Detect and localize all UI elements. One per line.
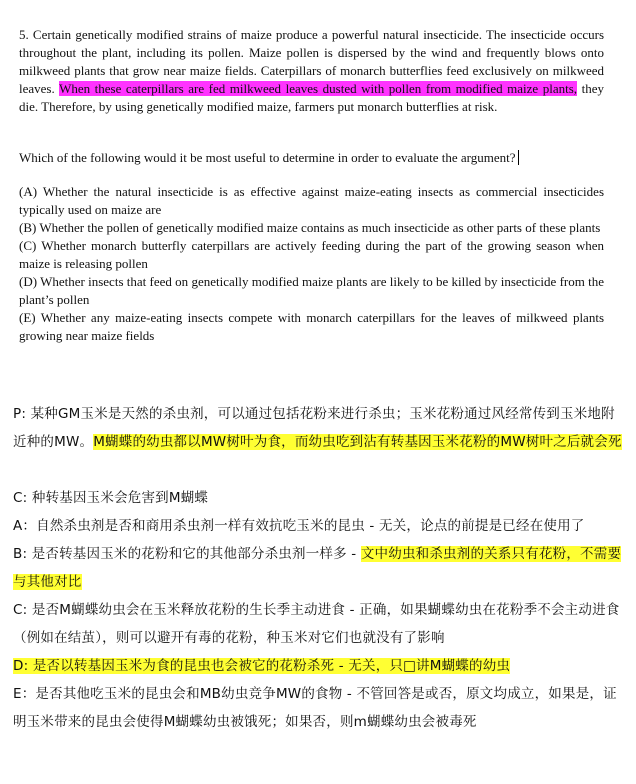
text-cursor: [518, 150, 519, 165]
note-option-b-highlight: 文中幼虫和杀虫剂的关系只有花粉，不需要与其他对比: [13, 546, 622, 590]
note-premise-highlight: M蝴蝶的幼虫都以MW树叶为食，而幼虫吃到沾有转基因玉米花粉的MW树叶之后就会死: [93, 434, 622, 450]
question-passage: [19, 26, 604, 116]
passage-highlight: When these caterpillars are fed milkweed leaves dusted with pollen from modified maize plants,: [59, 81, 578, 96]
note-option-c: C: 是否M蝴蝶幼虫会在玉米释放花粉的生长季主动进食 - 正确，如果蝴蝶幼虫在花粉季不会主动进食（例如在结茧），则可以避开有毒的花粉，种玉米对它们也就没有了影响: [13, 602, 620, 646]
note-option-b: B: 是否转基因玉米的花粉和它的其他部分杀虫剂一样多 - 文中幼虫和杀虫剂的关系只有花粉，不需要与其他对比: [13, 546, 622, 590]
passage-text: Certain genetically modified strains of maize produce a powerful natural insecticide. The insecticide occurs throughout the plant, including its pollen. Maize pollen is dispersed by the wind and frequently blows onto milkweed plants that grow near maize fields. Caterpillars of monarch butterflies feed exclusively on milkweed leaves.: [19, 27, 604, 96]
note-option-d-highlight: D: 是否以转基因玉米为食的昆虫也会被它的花粉杀死 - 无关，只□讲M蝴蝶的幼虫: [13, 658, 511, 674]
note-option-e: E：是否其他吃玉米的昆虫会和MB幼虫竞争MW的食物 - 不管回答是或否，原文均成立，如果是，证明玉米带来的昆虫会使得M蝴蝶幼虫被饿死；如果否，则m蝴蝶幼虫会被毒死: [13, 686, 617, 730]
option-e: (E) Whether any maize-eating insects compete with monarch caterpillars for the leaves of milkweed plants growing near maize fields: [19, 310, 604, 343]
option-d: (D) Whether insects that feed on genetically modified maize plants are likely to be killed by insecticide from the plant’s pollen: [19, 274, 605, 307]
passage-text-end: they die. Therefore, by using genetically modified maize, farmers put monarch butterflies at risk.: [19, 81, 604, 114]
question-prompt: Which of the following would it be most useful to determine in order to evaluate the argument?: [19, 149, 604, 167]
option-a: (A) Whether the natural insecticide is as effective against maize-eating insects as commercial insecticides typically used on maize are: [19, 184, 604, 217]
option-c: (C) Whether monarch butterfly caterpillars are actively feeding during the part of the growing season when maize is releasing pollen: [19, 238, 604, 271]
option-b: (B) Whether the pollen of genetically modified maize contains as much insecticide as other parts of these plants: [19, 220, 601, 235]
question-number: 5.: [19, 27, 29, 42]
note-option-d: [13, 652, 625, 680]
note-option-a: A：自然杀虫剂是否和商用杀虫剂一样有效抗吃玉米的昆虫 - 无关，论点的前提是已经在使用了: [13, 518, 585, 534]
options-list: [19, 183, 604, 345]
note-conclusion: C: 种转基因玉米会危害到M蝴蝶: [13, 490, 209, 506]
note-premise: P: 某种GM玉米是天然的杀虫剂，可以通过包括花粉来进行杀虫；玉米花粉通过风经常传到玉米地附近种的MW。M蝴蝶的幼虫都以MW树叶为食，而幼虫吃到沾有转基因玉米花粉的MW树叶之后就会死: [13, 406, 622, 450]
